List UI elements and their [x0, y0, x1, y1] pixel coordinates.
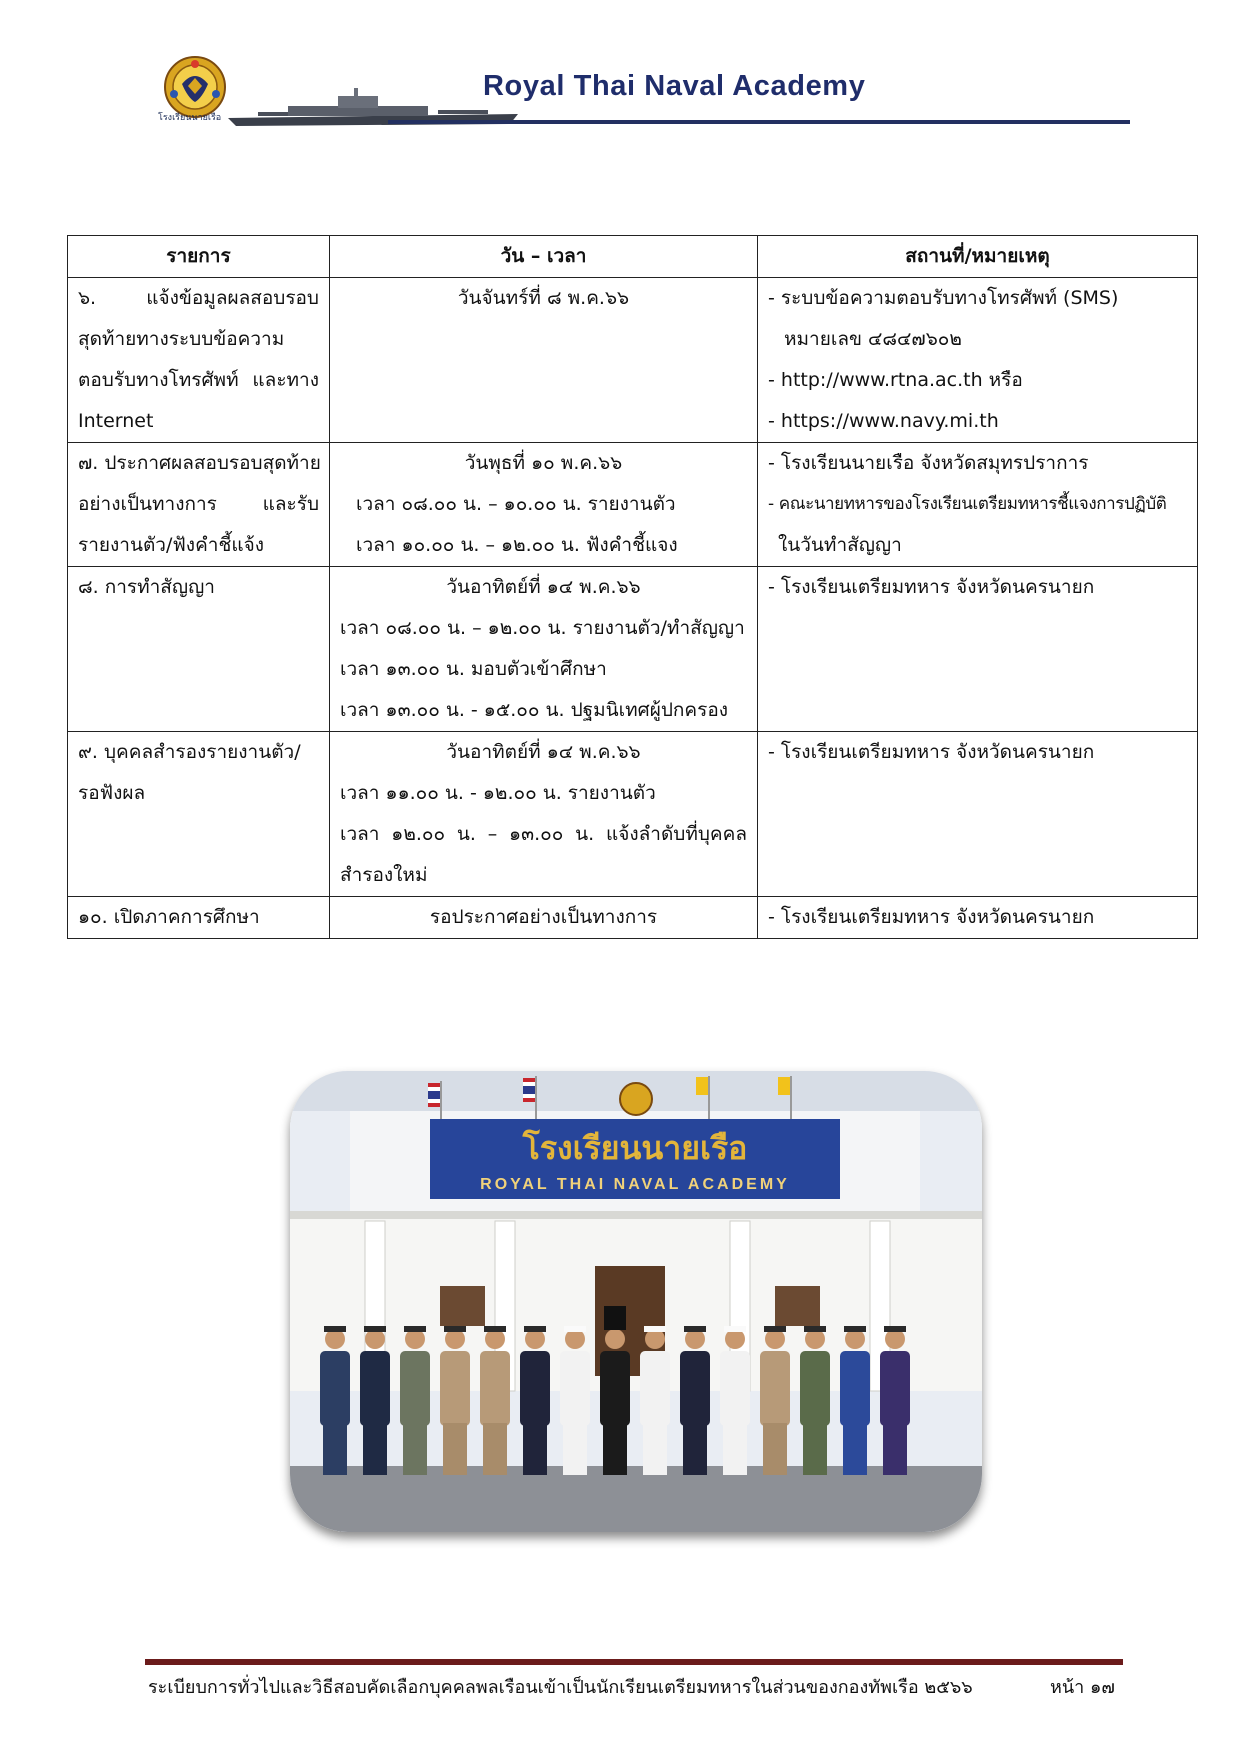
column-header-datetime: วัน – เวลา [330, 236, 758, 278]
datetime-line: วันพุธที่ ๑๐ พ.ค.๖๖ [464, 452, 623, 474]
item-cell [68, 443, 330, 567]
datetime-line: เวลา ๐๘.๐๐ น. – ๑๐.๐๐ น. รายงานตัว [356, 493, 676, 515]
academy-group-photo [290, 1071, 982, 1532]
place-cell [758, 732, 1198, 897]
place-line: - ระบบข้อความตอบรับทางโทรศัพท์ (SMS) [768, 287, 1119, 309]
datetime-line: วันอาทิตย์ที่ ๑๔ พ.ค.๖๖ [446, 741, 641, 763]
place-line: หมายเลข ๔๘๔๗๖๐๒ [784, 328, 962, 350]
place-line: ในวันทำสัญญา [778, 534, 902, 556]
sign-english-text: ROYAL THAI NAVAL ACADEMY [480, 1176, 790, 1193]
item-line: ๘. การทำสัญญา [78, 576, 215, 598]
datetime-line: รอประกาศอย่างเป็นทางการ [429, 906, 658, 928]
sign-thai-text: โรงเรียนนายเรือ [522, 1129, 748, 1167]
place-cell [758, 567, 1198, 732]
place-line: - http://www.rtna.ac.th หรือ [768, 369, 1023, 391]
table-header-row [68, 236, 1198, 278]
item-cell [68, 732, 330, 897]
datetime-line: เวลา ๑๐.๐๐ น. – ๑๒.๐๐ น. ฟังคำชี้แจง [356, 534, 678, 556]
item-line: ๑๐. เปิดภาคการศึกษา [78, 906, 260, 928]
item-line: สุดท้ายทางระบบข้อความ [78, 328, 285, 350]
place-cell [758, 897, 1198, 939]
item-line: ๗. ประกาศผลสอบรอบสุดท้าย [78, 452, 321, 474]
datetime-line: วันอาทิตย์ที่ ๑๔ พ.ค.๖๖ [446, 576, 641, 598]
cadet-group [320, 1306, 910, 1475]
header-divider [388, 120, 1130, 124]
footer-divider [145, 1659, 1123, 1665]
column-header-item: รายการ [68, 236, 330, 278]
place-line: - คณะนายทหารของโรงเรียนเตรียมทหารชี้แจงการปฏิบัติ [768, 494, 1167, 514]
datetime-cell [330, 897, 758, 939]
item-cell [68, 567, 330, 732]
datetime-cell [330, 443, 758, 567]
datetime-line: สำรองใหม่ [340, 864, 428, 886]
item-line: ตอบรับทางโทรศัพท์ และทาง [78, 369, 319, 391]
item-line: อย่างเป็นทางการ และรับ [78, 493, 319, 515]
table-row [68, 443, 1198, 567]
item-cell [68, 278, 330, 443]
crest-label: โรงเรียนนายเรือ [158, 113, 222, 123]
datetime-line: เวลา ๑๓.๐๐ น. มอบตัวเข้าศึกษา [340, 658, 607, 680]
header-title: Royal Thai Naval Academy [483, 70, 866, 102]
datetime-line: เวลา ๐๘.๐๐ น. – ๑๒.๐๐ น. รายงานตัว/ทำสัญญา [340, 617, 745, 639]
item-line: ๖. แจ้งข้อมูลผลสอบรอบ [78, 287, 319, 309]
page-header [158, 48, 1130, 130]
column-header-place: สถานที่/หมายเหตุ [758, 236, 1198, 278]
table-row [68, 897, 1198, 939]
place-cell [758, 443, 1198, 567]
place-line: - โรงเรียนเตรียมทหาร จังหวัดนครนายก [768, 906, 1095, 928]
datetime-line: เวลา ๑๒.๐๐ น. – ๑๓.๐๐ น. แจ้งลำดับที่บุคคล [340, 823, 747, 845]
item-line: Internet [78, 410, 154, 432]
item-line: รอฟังผล [78, 782, 146, 804]
footer-document-title: ระเบียบการทั่วไปและวิธีสอบคัดเลือกบุคคลพลเรือนเข้าเป็นนักเรียนเตรียมทหารในส่วนของกองทัพเรือ ๒๕๖๖ [148, 1677, 973, 1698]
place-line: - โรงเรียนนายเรือ จังหวัดสมุทรปราการ [768, 452, 1089, 474]
crest-emblem-icon [620, 1083, 652, 1115]
datetime-cell [330, 278, 758, 443]
place-line: - โรงเรียนเตรียมทหาร จังหวัดนครนายก [768, 741, 1095, 763]
photo-illustration [290, 1071, 982, 1532]
datetime-line: เวลา ๑๓.๐๐ น. - ๑๕.๐๐ น. ปฐมนิเทศผู้ปกครอง [340, 699, 729, 721]
datetime-cell [330, 567, 758, 732]
table-row [68, 732, 1198, 897]
table-row [68, 567, 1198, 732]
item-line: ๙. บุคคลสำรองรายงานตัว/ [78, 741, 301, 763]
datetime-line: เวลา ๑๑.๐๐ น. - ๑๒.๐๐ น. รายงานตัว [340, 782, 656, 804]
schedule-table [67, 235, 1198, 939]
item-line: รายงานตัว/ฟังคำชี้แจ้ง [78, 534, 265, 556]
item-cell [68, 897, 330, 939]
table-row [68, 278, 1198, 443]
place-line: - โรงเรียนเตรียมทหาร จังหวัดนครนายก [768, 576, 1095, 598]
datetime-cell [330, 732, 758, 897]
place-cell [758, 278, 1198, 443]
datetime-line: วันจันทร์ที่ ๘ พ.ค.๖๖ [457, 287, 630, 309]
place-line: - https://www.navy.mi.th [768, 410, 999, 432]
page-number: หน้า ๑๗ [1050, 1677, 1115, 1698]
